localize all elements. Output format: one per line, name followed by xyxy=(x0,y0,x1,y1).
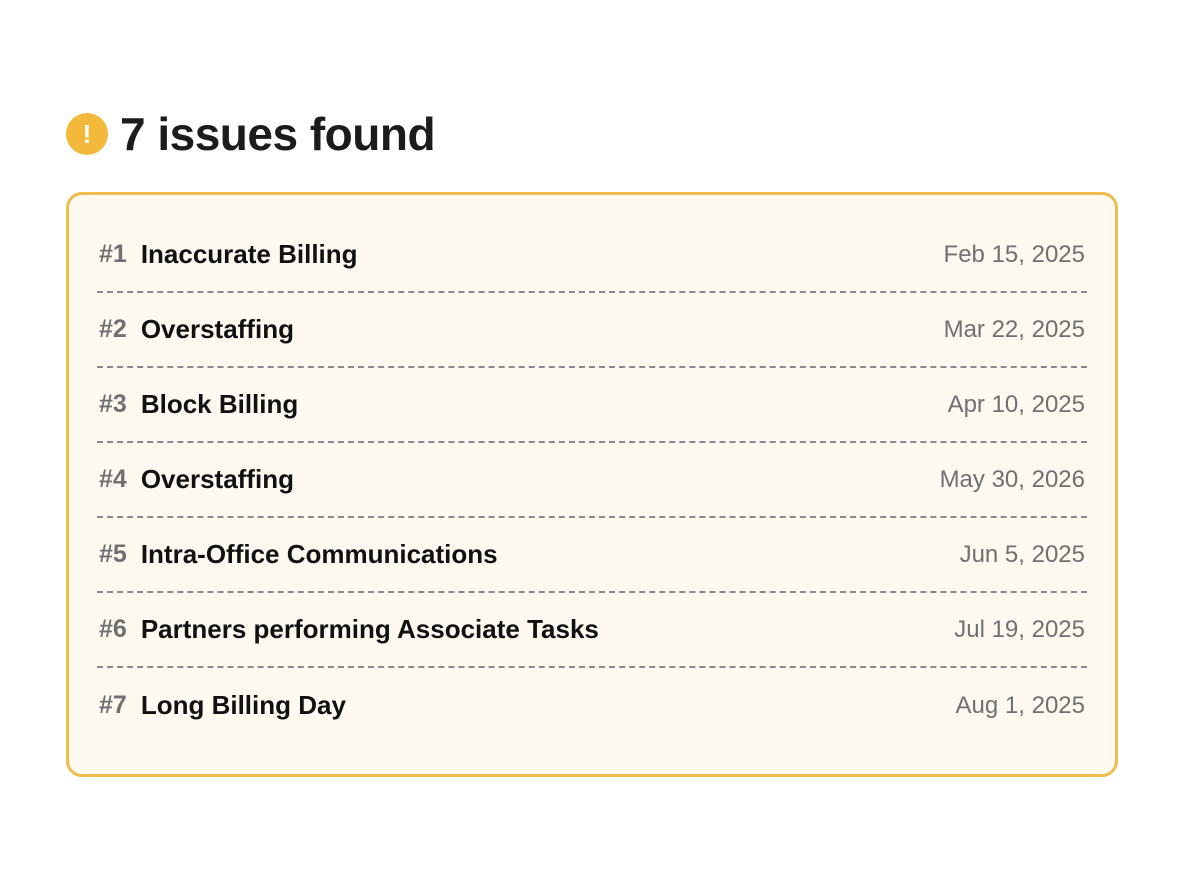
exclamation-circle-icon: ! xyxy=(66,113,108,155)
issue-date: Aug 1, 2025 xyxy=(955,691,1085,719)
issue-title: Inaccurate Billing xyxy=(140,239,358,269)
issue-number: #5 xyxy=(99,540,127,568)
issue-row-left xyxy=(99,690,346,721)
issue-row[interactable] xyxy=(97,443,1087,518)
issue-date: Jul 19, 2025 xyxy=(954,615,1085,643)
issue-title: Block Billing xyxy=(140,389,299,419)
issue-title: Partners performing Associate Tasks xyxy=(140,614,599,644)
issue-title: Overstaffing xyxy=(140,464,294,494)
issue-number: #7 xyxy=(99,691,127,719)
issue-row-left xyxy=(99,464,294,495)
issue-number: #6 xyxy=(99,615,127,643)
issue-row-left xyxy=(99,539,498,570)
issue-title: Intra-Office Communications xyxy=(140,539,498,569)
issue-number: #2 xyxy=(99,315,127,343)
issue-row[interactable] xyxy=(97,218,1087,293)
issue-date: May 30, 2026 xyxy=(939,465,1085,493)
issues-header xyxy=(66,108,435,160)
issue-date: Jun 5, 2025 xyxy=(959,540,1085,568)
issues-list xyxy=(66,192,1118,777)
issue-number: #4 xyxy=(99,465,127,493)
issue-row[interactable] xyxy=(97,293,1087,368)
issue-date: Feb 15, 2025 xyxy=(943,240,1085,268)
issue-row-left xyxy=(99,239,358,270)
issue-row[interactable] xyxy=(97,668,1087,743)
issue-row-left xyxy=(99,389,298,420)
issue-title: Overstaffing xyxy=(140,314,294,344)
issue-row-left xyxy=(99,314,294,345)
issue-date: Mar 22, 2025 xyxy=(943,315,1085,343)
issue-row[interactable] xyxy=(97,368,1087,443)
issue-row[interactable] xyxy=(97,593,1087,668)
issues-count-title: 7 issues found xyxy=(120,108,436,160)
issue-number: #1 xyxy=(99,240,127,268)
issue-number: #3 xyxy=(99,390,127,418)
issue-row[interactable] xyxy=(97,518,1087,593)
issue-row-left xyxy=(99,614,599,645)
issue-title: Long Billing Day xyxy=(140,690,346,720)
issue-date: Apr 10, 2025 xyxy=(947,390,1085,418)
